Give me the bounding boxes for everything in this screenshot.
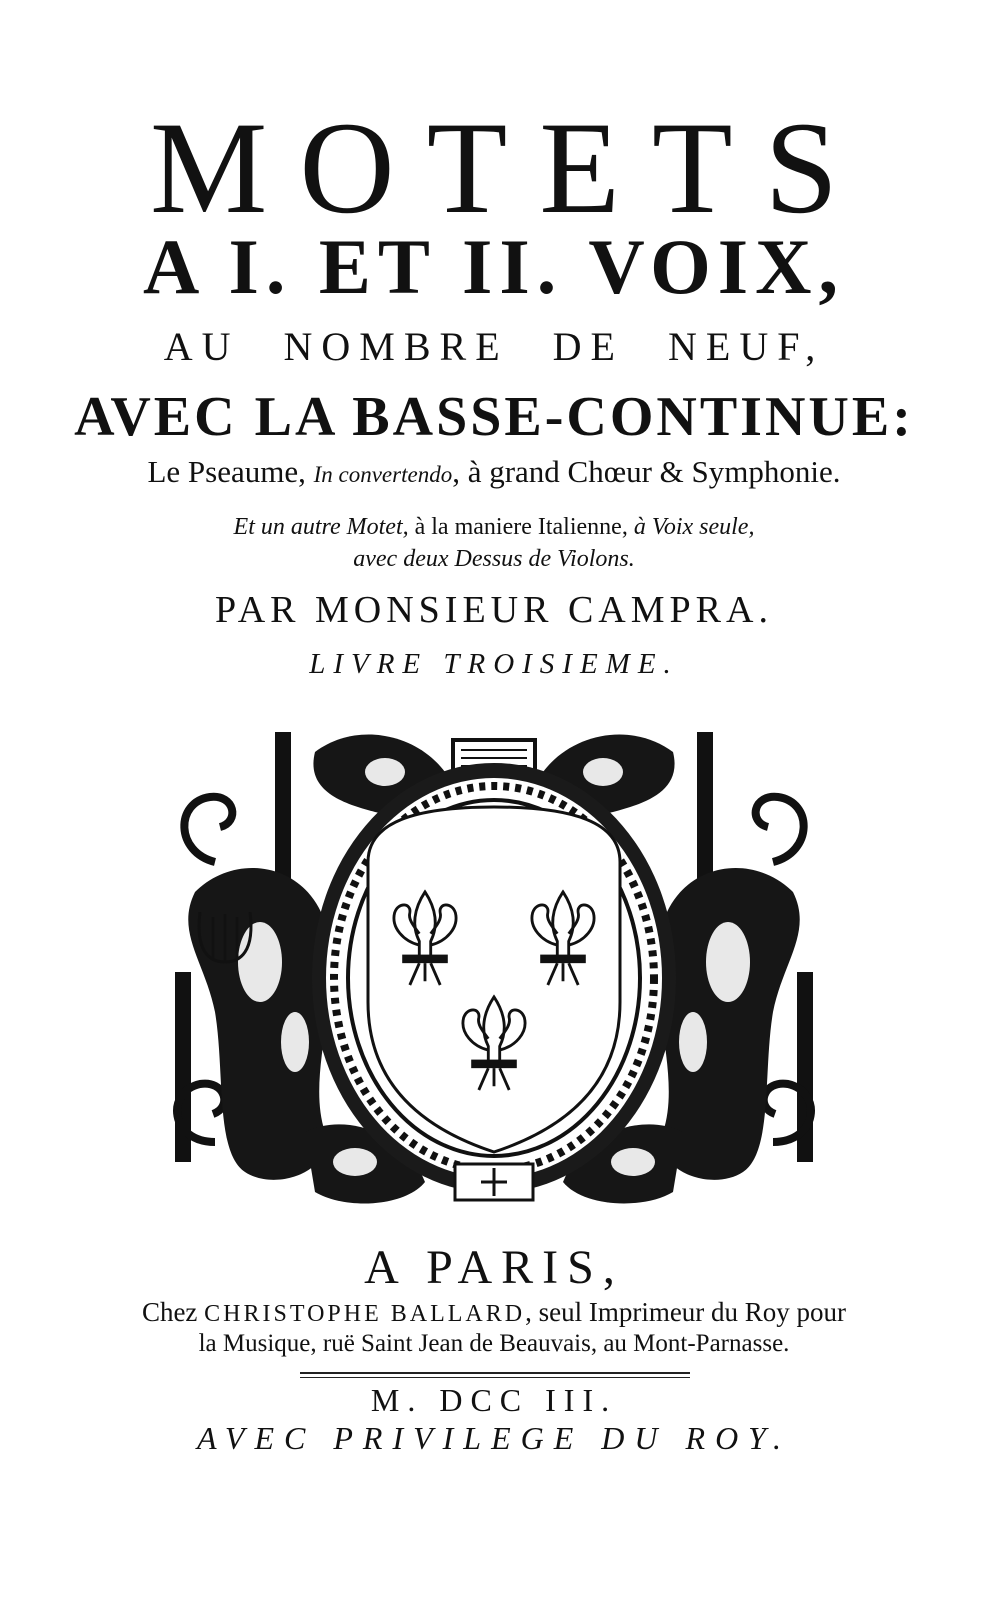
- autre-a: Et un autre Motet,: [233, 514, 415, 540]
- autre-b: à la maniere Italienne,: [414, 514, 634, 540]
- privilege-line: AVEC PRIVILEGE DU ROY.: [196, 1420, 792, 1456]
- imprint-printer-line: [0, 1296, 988, 1330]
- autre-c: à Voix seule,: [633, 514, 755, 540]
- word-neuf: NEUF,: [668, 324, 825, 369]
- pseaume-after: , à grand Chœur & Symphonie.: [452, 454, 841, 489]
- author-line: PAR MONSIEUR CAMPRA.: [215, 589, 773, 631]
- word-nombre: NOMBRE: [283, 324, 509, 369]
- publication-date: M. DCC III.: [370, 1382, 618, 1418]
- imprint-printer-name: CHRISTOPHE BALLARD: [204, 1301, 526, 1327]
- pseaume-italic: In convertendo: [313, 462, 453, 487]
- title-voices: A I. ET II. VOIX,: [143, 223, 845, 310]
- divider-rule: [300, 1372, 690, 1374]
- imprint-city: A PARIS,: [364, 1241, 624, 1294]
- imprint-chez: Chez: [141, 1297, 205, 1327]
- imprint-address-line: la Musique, ruë Saint Jean de Beauvais, au Mont-Parnasse.: [198, 1330, 790, 1357]
- pseaume-line: [0, 452, 988, 495]
- autre-motet-line-1: [0, 512, 988, 542]
- title-motets: MOTETS: [150, 94, 870, 241]
- title-number-of-nine: [0, 322, 988, 372]
- word-au: AU: [163, 324, 240, 369]
- imprint-chez-rest: , seul Imprimeur du Roy pour: [525, 1297, 847, 1327]
- pseaume-before: Le Pseaume,: [147, 454, 314, 489]
- word-de: DE: [552, 324, 624, 369]
- divider-rule-thin: [300, 1377, 690, 1378]
- autre-motet-line-2: avec deux Dessus de Violons.: [353, 546, 635, 572]
- title-basse-continue: AVEC LA BASSE-CONTINUE:: [74, 386, 914, 448]
- book-number: LIVRE TROISIEME.: [309, 648, 679, 680]
- royal-arms-fleur-de-lis-icon: [155, 712, 833, 1214]
